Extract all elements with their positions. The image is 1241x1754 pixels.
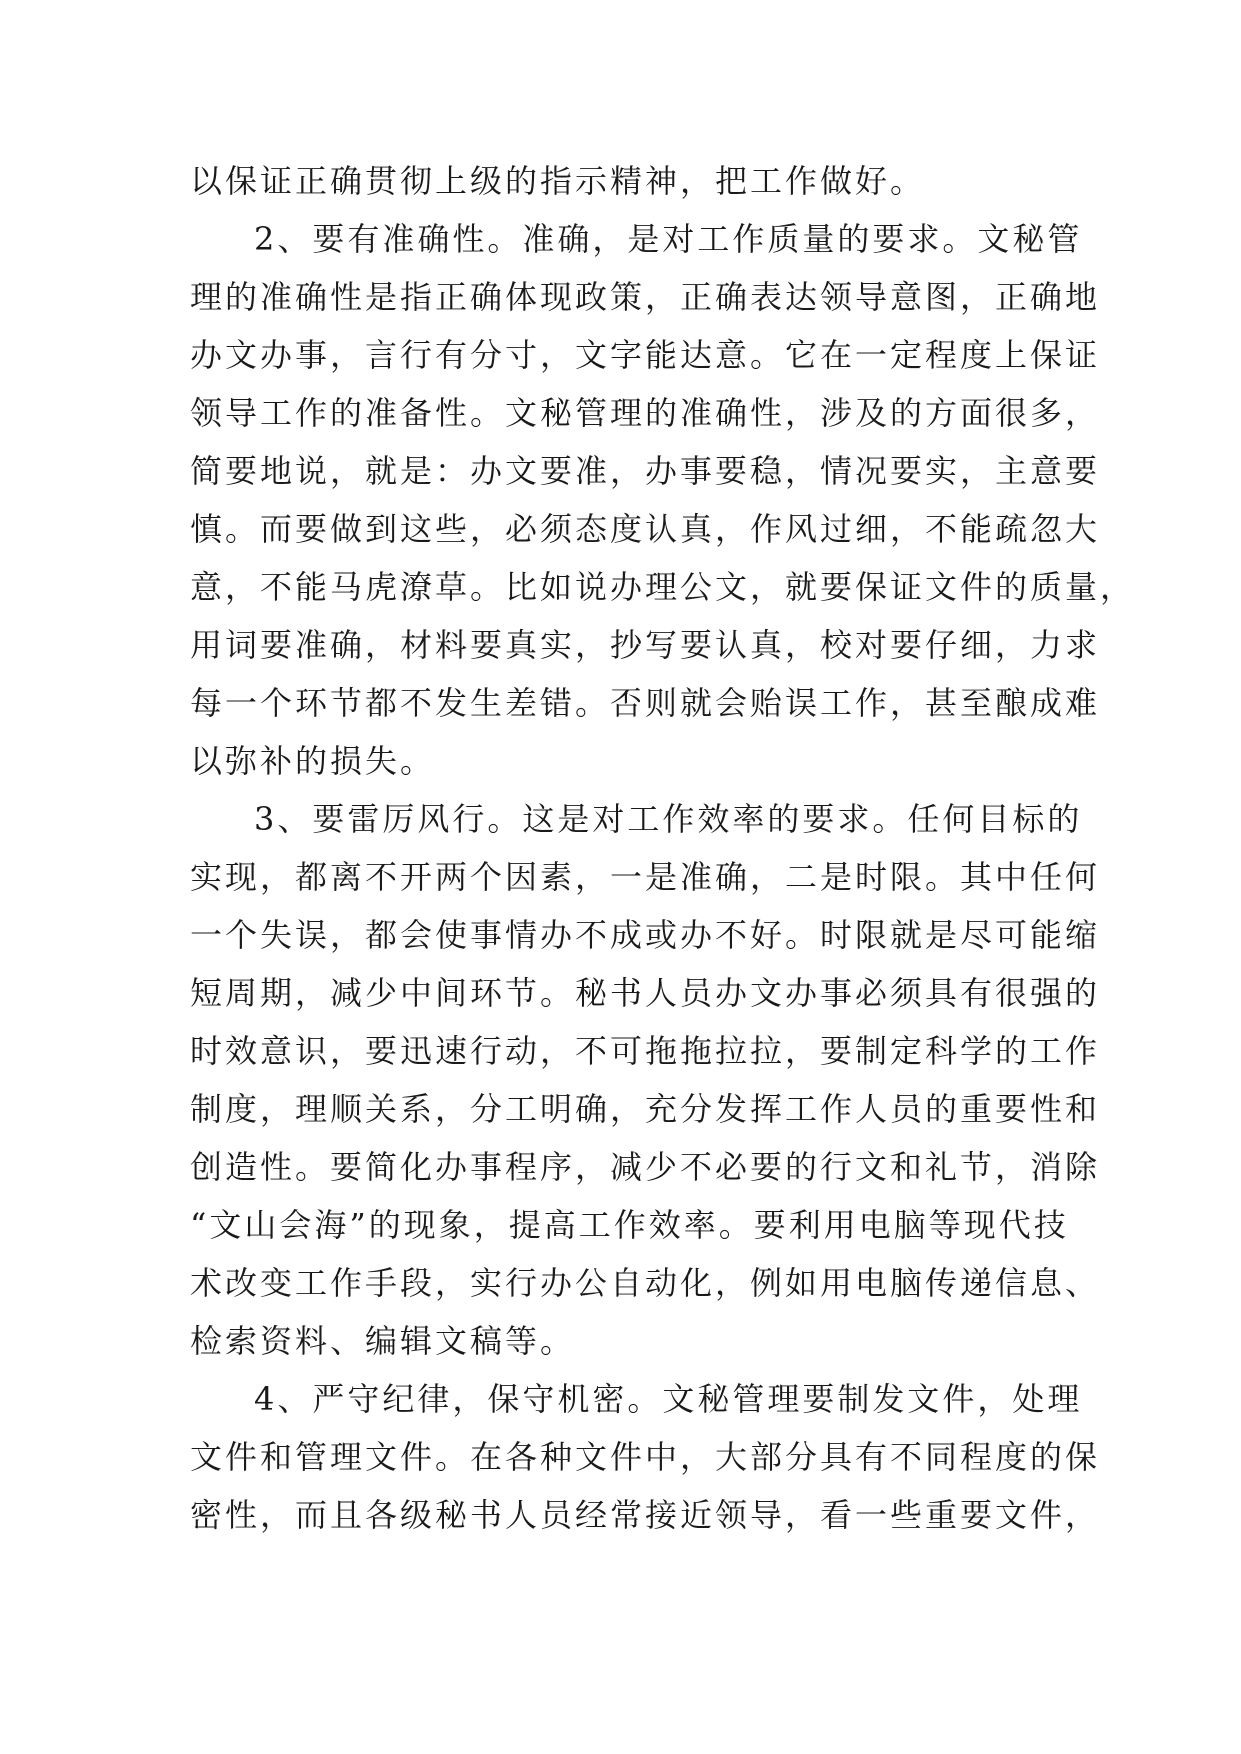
paragraph-start-line: 4、严守纪律，保守机密。文秘管理要制发文件，处理	[254, 1380, 1083, 1418]
document-body	[190, 152, 1136, 1544]
text-line: 理的准确性是指正确体现政策，正确表达领导意图，正确地	[190, 278, 1101, 316]
text-line: 以弥补的损失。	[190, 742, 436, 780]
text-line: 意，不能马虎潦草。比如说办理公文，就要保证文件的质量，	[190, 568, 1136, 606]
text-line: 慎。而要做到这些，必须态度认真，作风过细，不能疏忽大	[190, 510, 1101, 548]
text-line: “文山会海”的现象，提高工作效率。要利用电脑等现代技	[190, 1206, 1069, 1244]
text-line: 用词要准确，材料要真实，抄写要认真，校对要仔细，力求	[190, 626, 1101, 664]
text-line: 密性，而且各级秘书人员经常接近领导，看一些重要文件，	[190, 1496, 1101, 1534]
text-line: 创造性。要简化办事程序，减少不必要的行文和礼节，消除	[190, 1148, 1101, 1186]
text-line: 时效意识，要迅速行动，不可拖拖拉拉，要制定科学的工作	[190, 1032, 1101, 1070]
text-line: 办文办事，言行有分寸，文字能达意。它在一定程度上保证	[190, 336, 1101, 374]
text-line: 实现，都离不开两个因素，一是准确，二是时限。其中任何	[190, 858, 1101, 896]
text-line: 短周期，减少中间环节。秘书人员办文办事必须具有很强的	[190, 974, 1101, 1012]
paragraph-start-line: 2、要有准确性。准确，是对工作质量的要求。文秘管	[254, 220, 1083, 258]
text-line: 一个失误，都会使事情办不成或办不好。时限就是尽可能缩	[190, 916, 1101, 954]
text-line: 简要地说，就是：办文要准，办事要稳，情况要实，主意要	[190, 452, 1101, 490]
text-line: 术改变工作手段，实行办公自动化，例如用电脑传递信息、	[190, 1264, 1101, 1302]
text-line: 每一个环节都不发生差错。否则就会贻误工作，甚至酿成难	[190, 684, 1101, 722]
text-line: 以保证正确贯彻上级的指示精神，把工作做好。	[190, 162, 926, 200]
paragraph-start-line: 3、要雷厉风行。这是对工作效率的要求。任何目标的	[254, 800, 1083, 838]
text-line: 领导工作的准备性。文秘管理的准确性，涉及的方面很多，	[190, 394, 1101, 432]
text-line: 检索资料、编辑文稿等。	[190, 1322, 576, 1360]
text-line: 文件和管理文件。在各种文件中，大部分具有不同程度的保	[190, 1438, 1101, 1476]
text-line: 制度，理顺关系，分工明确，充分发挥工作人员的重要性和	[190, 1090, 1101, 1128]
